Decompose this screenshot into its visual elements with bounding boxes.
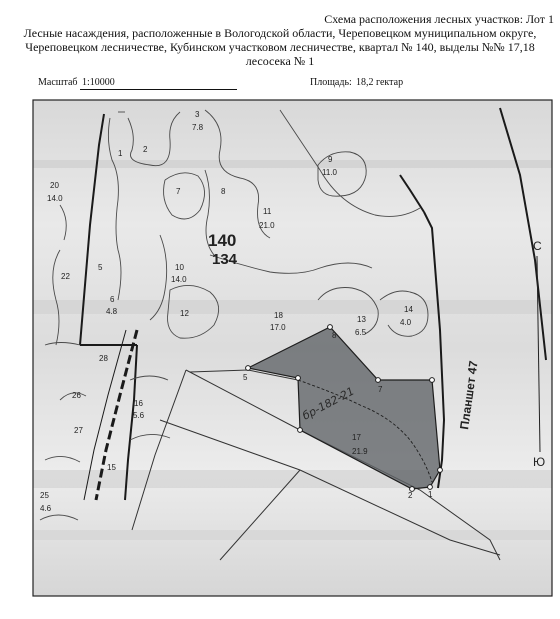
vertex-1-marker	[428, 485, 433, 490]
vertex-label: 1	[428, 490, 433, 499]
vertex-marker	[438, 468, 443, 473]
vydel-value: 14.0	[171, 275, 187, 284]
vertex-label: 8	[332, 331, 337, 340]
vertex-label: 2	[408, 491, 413, 500]
vydel-number: 10	[175, 263, 184, 272]
forestry-line: Череповецком лесничестве, Кубинском участковом лесничестве, квартал № 140, выделы №№ 17,18	[25, 40, 535, 54]
vydel-value: 6.5	[355, 328, 367, 337]
vydel-number: 26	[72, 391, 81, 400]
vydel-number: 20	[50, 181, 59, 190]
vertex-label: 5	[243, 373, 248, 382]
area-label: Площадь:	[310, 77, 352, 88]
vydel-value: 21.0	[259, 221, 275, 230]
schema-title: Схема расположения лесных участков: Лот 1	[324, 12, 554, 26]
quarter-sub-number: 134	[212, 251, 238, 268]
area-value: 18,2 гектар	[356, 77, 404, 88]
vydel-value: 7.8	[192, 123, 204, 132]
vertex-marker	[430, 378, 435, 383]
vertex-8-marker	[328, 325, 333, 330]
quarter-number: 140	[208, 231, 237, 250]
vydel-number: 3	[195, 110, 200, 119]
vertex-marker	[296, 376, 301, 381]
vydel-number: 1	[118, 149, 123, 158]
vydel-number: 7	[176, 187, 181, 196]
vydel-number: 16	[134, 399, 143, 408]
vertex-5-marker	[246, 366, 251, 371]
vydel-number: 6	[110, 295, 115, 304]
location-line: Лесные насаждения, расположенные в Вологодской области, Череповецком муниципальном округе,	[23, 26, 537, 40]
vydel-number: 14	[404, 305, 413, 314]
vydel-number: 9	[328, 155, 333, 164]
vydel-number: 13	[357, 315, 366, 324]
vertex-marker	[298, 428, 303, 433]
vydel-number: 22	[61, 272, 70, 281]
vydel-number: 17	[352, 433, 361, 442]
cutting-area-line: лесосека № 1	[245, 54, 315, 68]
compass-north: С	[533, 239, 542, 253]
tablet-label: Планшет 47	[457, 359, 481, 431]
vydel-number: 27	[74, 426, 83, 435]
vydel-value: 14.0	[47, 194, 63, 203]
vydel-value: 4.0	[400, 318, 412, 327]
vydel-number: 25	[40, 491, 49, 500]
vydel-value: 4.6	[40, 504, 52, 513]
scale-label: Масштаб	[38, 77, 78, 88]
vydel-number: 2	[143, 145, 148, 154]
vydel-number: 15	[107, 463, 116, 472]
vydel-value: 4.8	[106, 307, 118, 316]
vertex-7-marker	[376, 378, 381, 383]
compass-south: Ю	[533, 455, 546, 469]
vertex-label: 7	[378, 385, 383, 394]
vydel-number: 28	[99, 354, 108, 363]
vydel-value: 21.9	[352, 447, 368, 456]
vydel-number: 5	[98, 263, 103, 272]
vydel-value: 5.6	[133, 411, 145, 420]
handwritten-note: бр-182-21	[300, 384, 357, 423]
scale-value: 1:10000	[82, 77, 115, 88]
vydel-number: 11	[263, 207, 272, 216]
vydel-number: 12	[180, 309, 189, 318]
vydel-number: 8	[221, 187, 226, 196]
vydel-value: 11.0	[322, 168, 337, 177]
vydel-value: 17.0	[270, 323, 286, 332]
vydel-number: 18	[274, 311, 283, 320]
